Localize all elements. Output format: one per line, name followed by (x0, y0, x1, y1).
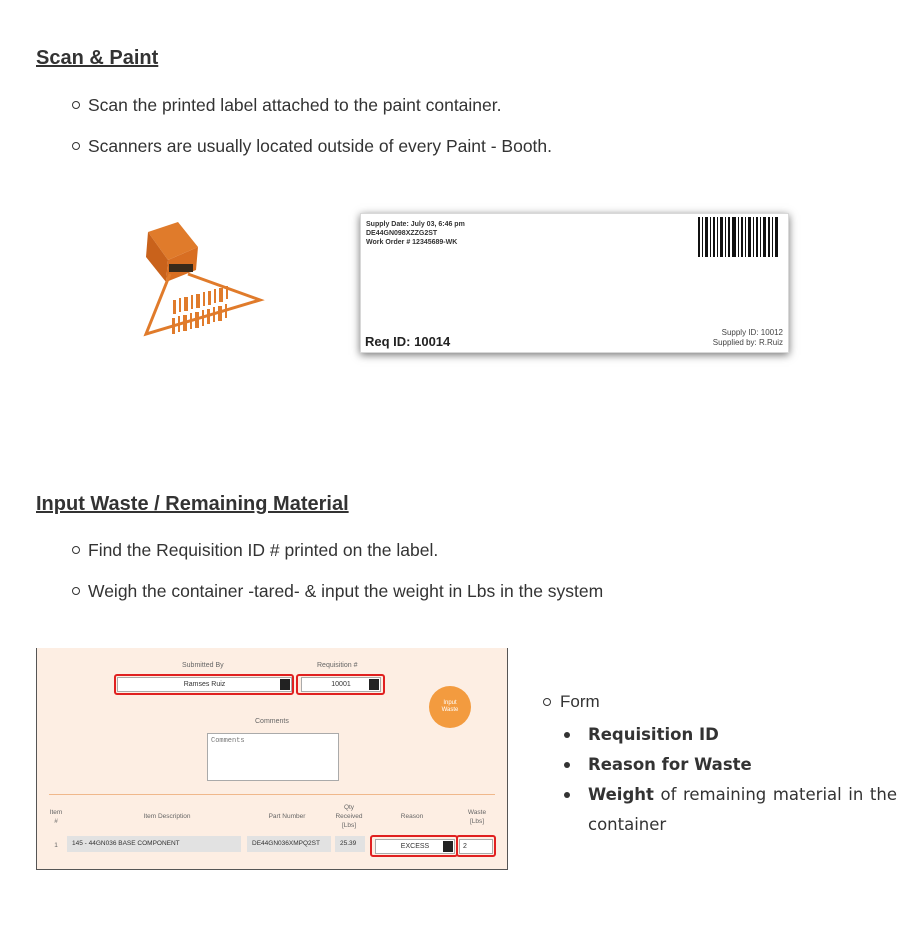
button-label-line2: Waste (441, 707, 459, 713)
list-item: Find the Requisition ID # printed on the label. (88, 539, 603, 580)
label-work-order: Work Order # 12345689-WK (366, 239, 458, 246)
label-supply-date: Supply Date: July 03, 6:46 pm (366, 221, 465, 228)
list-item-bold: Reason for Waste (588, 755, 752, 774)
col-header-qty-line2: Received (335, 813, 363, 820)
scanner-illustration (118, 212, 268, 362)
input-waste-button[interactable] (429, 686, 471, 728)
col-header-qty-line1: Qty (343, 804, 355, 811)
waste-form-screenshot (36, 648, 508, 870)
row-item-number: 1 (54, 842, 58, 849)
waste-input[interactable]: 2 (459, 839, 493, 854)
submitted-by-label: Submitted By (182, 662, 224, 669)
button-label-line1: Input (443, 700, 457, 706)
list-item-bold: Weight (588, 785, 654, 804)
section-heading-scan-paint: Scan & Paint (36, 47, 159, 69)
label-supplied-by: Supplied by: R.Ruiz (712, 338, 783, 347)
divider (49, 794, 495, 795)
col-header-description: Item Description (143, 813, 191, 820)
list-item-rest: of remaining material in the container (588, 785, 897, 834)
col-header-waste-line2: [Lbs] (469, 818, 485, 825)
highlight-box (370, 835, 458, 857)
col-header-reason: Reason (400, 813, 424, 820)
highlight-box (456, 835, 496, 857)
highlight-box (296, 674, 385, 695)
form-fields-list (560, 692, 900, 840)
col-header-part: Part Number (268, 813, 306, 820)
requisition-label: Requisition # (317, 662, 358, 669)
label-req-id: Req ID: 10014 (365, 334, 451, 349)
label-part-code: DE44GN098XZZG2ST (366, 230, 438, 237)
col-header-waste (457, 808, 497, 826)
scan-instructions-list (88, 94, 552, 176)
waste-instructions-list (88, 539, 603, 621)
list-item (588, 750, 900, 780)
requisition-value: 10001 (331, 681, 351, 688)
comments-label: Comments (255, 718, 289, 725)
section-heading-input-waste: Input Waste / Remaining Material (36, 493, 349, 515)
list-item: Scan the printed label attached to the paint container. (88, 94, 552, 135)
label-text-lines (366, 220, 465, 247)
highlight-box (114, 674, 294, 695)
list-item (588, 720, 900, 750)
form-list-title: Form (560, 692, 900, 712)
col-header-item: Item # (49, 809, 63, 825)
comments-textarea[interactable]: Comments (207, 733, 339, 781)
printed-label-image (360, 213, 789, 353)
row-description: 145 - 44GN036 BASE COMPONENT (67, 836, 241, 852)
submitted-by-value: Ramses Ruiz (183, 681, 226, 688)
label-supply-info (713, 328, 783, 348)
reason-value: EXCESS (400, 843, 430, 850)
list-item-bold: Requisition ID (588, 725, 719, 744)
list-item (588, 780, 897, 840)
list-item: Scanners are usually located outside of every Paint - Booth. (88, 135, 552, 176)
label-supply-id: Supply ID: 10012 (721, 328, 783, 337)
row-qty-received: 25.39 (335, 836, 365, 852)
col-header-qty-line3: [Lbs] (341, 822, 357, 829)
barcode-icon (698, 217, 780, 257)
list-item: Weigh the container -tared- & input the weight in Lbs in the system (88, 580, 603, 621)
col-header-waste-line1: Waste (467, 809, 487, 816)
col-header-qty (329, 803, 369, 830)
row-part-number: DE44GN036XMPQ2ST (247, 836, 331, 852)
